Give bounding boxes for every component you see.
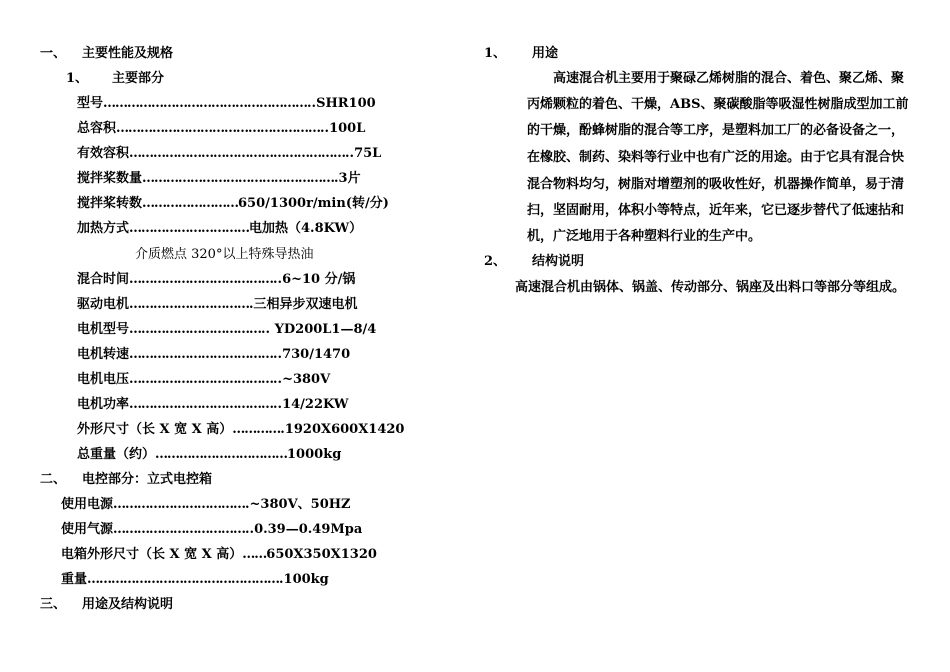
usage-paragraph-line: 在橡胶、制药、染料等行业中也有广泛的用途。由于它具有混合快 [527,150,905,165]
spec-leader: ……………………………… [129,272,274,287]
spec-label: 总容积 [77,121,117,136]
spec-leader: ……………………………… [129,347,274,362]
spec-leader: …………………………………………… [116,121,321,136]
usage-number: 1、 [484,46,507,61]
spec-row [77,321,376,339]
spec-value: .三相异步双速电机 [249,297,358,312]
spec-leader: ……………………………… [129,372,274,387]
section-1-heading [40,45,173,63]
section-1-title: 主要性能及规格 [82,46,174,61]
spec-leader: ………… [232,422,281,437]
spec-label: 重量 [61,572,88,587]
spec-label: 电机功率 [77,397,130,412]
spec-label: 有效容积 [77,146,130,161]
spec-row [61,521,362,539]
subsection-1-heading [66,70,164,88]
spec-leader: ……………………………… [129,397,274,412]
spec-value: .~380V、50HZ [245,497,351,512]
usage-paragraph-line: 的干燥，酚蜂树脂的混合等工序，是塑料加工厂的必备设备之一， [527,123,905,138]
usage-paragraph-line: 混合物料均匀，树脂对增塑剂的吸收性好，机器操作简单，易于清 [527,177,905,192]
spec-label: 电机型号 [77,322,130,337]
structure-paragraph: 高速混合机由锅体、锅盖、传动部分、锅座及出料口等部分等组成。 [515,280,906,295]
structure-heading [484,253,584,271]
spec-label: 使用气源 [61,522,114,537]
usage-paragraph-line: 扫，坚固耐用，体积小等特点，近年来，它已逐步替代了低速拈和 [527,203,905,218]
spec-leader: ………………………………………… [142,171,335,186]
spec-row [77,271,355,289]
usage-paragraph-line: 丙烯颗粒的着色、干燥，ABS、聚碳酸脂等吸湿性树脂成型加工前 [527,97,909,112]
spec-value: 电加热（4.8KW） [249,221,363,236]
spec-value: ..730/1470 [273,347,351,362]
spec-value: ..75L [345,146,382,161]
spec-row [77,296,358,314]
subsection-1-number: 1、 [66,71,89,86]
spec-row [61,496,351,514]
spec-row [77,120,365,138]
structure-number: 2、 [484,254,507,269]
spec-value: ..~380V [273,372,331,387]
spec-row [77,195,389,213]
spec-value: .3片 [334,171,361,186]
section-3-heading [40,596,173,614]
spec-leader: …………………………………………… [103,96,308,111]
spec-value: .. YD200L1—8/4 [261,322,377,337]
spec-value: ..100L [320,121,366,136]
spec-leader: …………………………… [129,322,262,337]
spec-row [61,571,329,589]
usage-paragraph-line: 机，广泛地用于各种塑料行业的生产中。 [527,229,762,244]
spec-value: 650/1300r/min(转/分) [238,196,389,211]
spec-leader: …… [242,547,267,562]
section-3-number: 三、 [40,597,67,612]
spec-value: .100kg [279,572,329,587]
spec-label: 型号 [77,96,104,111]
subsection-1-title: 主要部分 [112,71,165,86]
spec-row [77,346,350,364]
spec-row [61,546,377,564]
spec-label: 电机转速 [77,347,130,362]
section-2-number: 二、 [40,472,67,487]
spec-label: 驱动电机 [77,297,130,312]
spec-label: 电机电压 [77,372,130,387]
spec-row [77,220,362,238]
spec-label: 混合时间 [77,272,130,287]
spec-leader: ………………………… [129,297,250,312]
spec-leader: ………………………………………… [87,572,280,587]
spec-row [77,396,348,414]
structure-title: 结构说明 [532,254,585,269]
usage-paragraph-line: 高速混合机主要用于聚碌乙烯树脂的混合、着色、聚乙烯、聚 [553,71,905,86]
spec-leader: …………………………… [113,522,246,537]
spec-row [77,371,330,389]
spec-leader: …………………………… [155,447,288,462]
spec-value: ..0.39—0.49Mpa [245,522,363,537]
spec-leader: …………………… [142,196,239,211]
spec-row [77,95,376,113]
spec-label: 搅拌桨转数 [77,196,143,211]
section-2-heading [40,471,212,489]
spec-leader: …………………………… [113,497,246,512]
spec-row [77,170,361,188]
spec-label: 总重量（约） [77,447,156,462]
spec-value: ..14/22KW [273,397,349,412]
spec-row [77,446,341,464]
spec-value: ..SHR100 [307,96,376,111]
spec-value: 1000kg [287,447,342,462]
spec-value: .1920X600X1420 [280,422,405,437]
spec-leader: ……………………………………………… [129,146,346,161]
spec-value: 650X350X1320 [266,547,377,562]
section-3-title: 用途及结构说明 [82,597,174,612]
section-2-title: 电控部分：立式电控箱 [82,472,213,487]
spec-label: 外形尺寸（长 X 宽 X 高） [77,422,233,437]
spec-label: 电箱外形尺寸（长 X 宽 X 高） [61,547,243,562]
spec-label: 使用电源 [61,497,114,512]
section-1-number: 一、 [40,46,67,61]
usage-title: 用途 [532,46,559,61]
spec-value: ..6~10 分/锅 [273,272,356,287]
usage-heading [484,45,558,63]
spec-row [77,421,404,439]
spec-row [77,145,381,163]
spec-label: 加热方式 [77,221,130,236]
heating-note: 介质燃点 320°以上特殊导热油 [135,247,314,262]
spec-label: 搅拌桨数量 [77,171,143,186]
spec-leader: ………………………… [129,221,250,236]
